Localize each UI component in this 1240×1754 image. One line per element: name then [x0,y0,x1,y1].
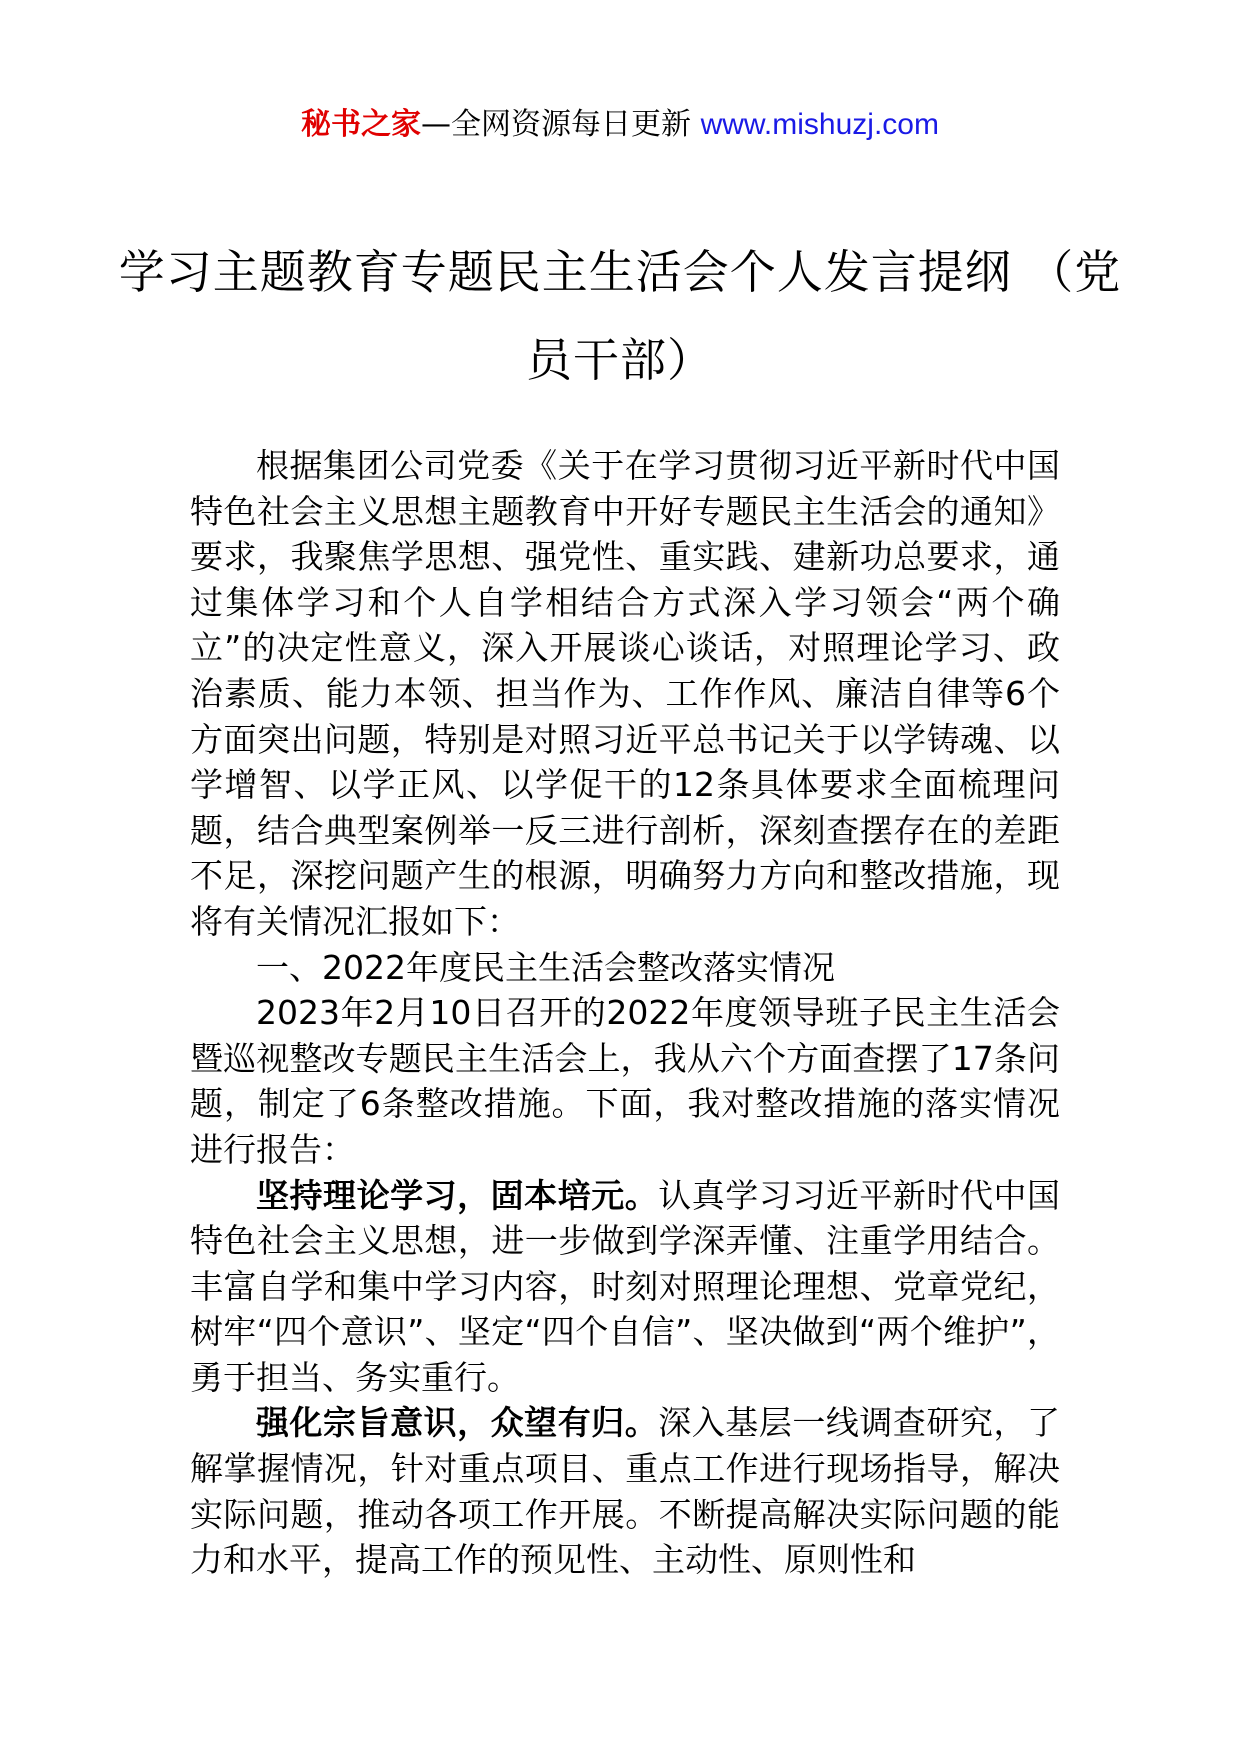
measure-lead: 强化宗旨意识，众望有归。 [256,1403,659,1443]
site-url-link[interactable]: www.mishuzj.com [700,108,939,141]
paragraph-text: 根据集团公司党委《关于在学习贯彻习近平新时代中国特色社会主义思想主题教育中开好专题民主生活会的通知》要求，我聚焦学思想、强党性、重实践、建新功总要求，通过集体学习和个人自学相结合方式深入学习领会“两个确立”的决定性意义，深入开展谈心谈话，对照理论学习、政治素质、能力本领、担当作为、工作作风、廉洁自律等6个方面突出问题，特别是对照习近平总书记关于以学铸魂、以学增智、以学正风、以学促干的12条具体要求全面梳理问题，结合典型案例举一反三进行剖析，深刻查摆存在的差距不足，深挖问题产生的根源，明确努力方向和整改措施，现将有关情况汇报如下： [190,446,1060,941]
paragraph-text: 2023年2月10日召开的2022年度领导班子民主生活会暨巡视整改专题民主生活会上，我从六个方面查摆了17条问题，制定了6条整改措施。下面，我对整改措施的落实情况进行报告： [190,993,1060,1169]
header-tagline: —全网资源每日更新 [421,107,692,142]
measure-lead: 坚持理论学习，固本培元。 [256,1175,659,1215]
measure-paragraph [190,1400,1060,1582]
intro-paragraph [190,443,1060,945]
section-paragraph [190,990,1060,1172]
document-title: 学习主题教育专题民主生活会个人发言提纲 （党员干部） [118,245,1122,387]
measure-paragraph [190,1173,1060,1401]
paragraph-text: 一、2022年度民主生活会整改落实情况 [256,947,835,987]
paragraph-text: 认真学习习近平新时代中国特色社会主义思想，进一步做到学深弄懂、注重学用结合。丰富自学和集中学习内容，时刻对照理论理想、党章党纪，树牢“四个意识”、坚定“四个自信”、坚决做到“两个维护”，勇于担当、务实重行。 [190,1175,1061,1397]
brand-name: 秘书之家 [301,107,422,142]
site-header [0,100,1240,150]
document-body [190,443,1060,1583]
paragraph-text: 深入基层一线调查研究，了解掌握情况，针对重点项目、重点工作进行现场指导，解决实际问题，推动各项工作开展。不断提高解决实际问题的能力和水平，提高工作的预见性、主动性、原则性和 [190,1403,1061,1580]
section-heading [190,945,1060,991]
